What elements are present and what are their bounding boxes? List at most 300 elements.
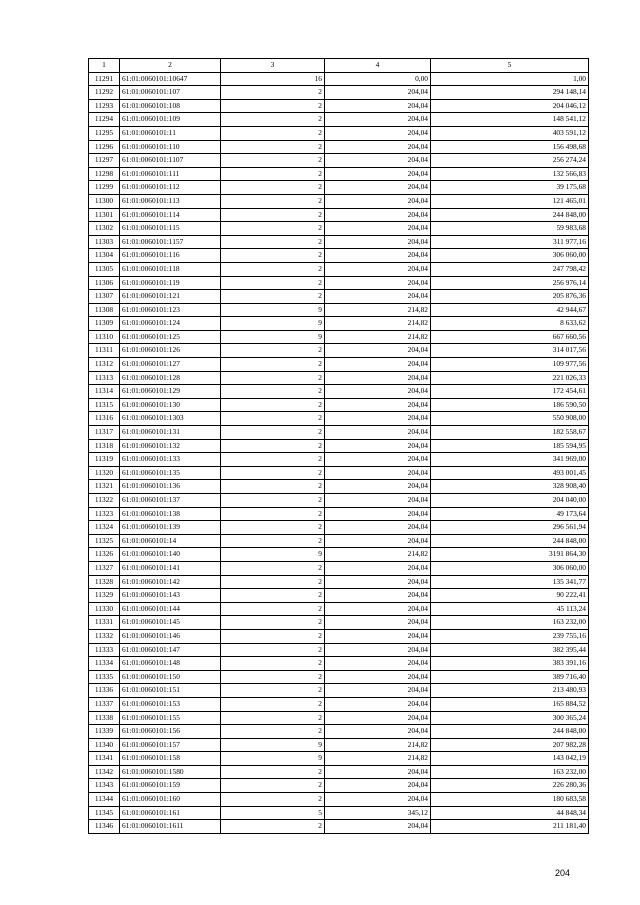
specific-value-cell: 204,04: [325, 589, 431, 603]
row-number-cell: 11321: [89, 480, 120, 494]
table-row: [89, 453, 589, 467]
row-number-cell: 11293: [89, 99, 120, 113]
cadastral-value-cell: 221 026,33: [431, 371, 589, 385]
table-row: [89, 398, 589, 412]
cadastral-value-cell: 382 395,44: [431, 643, 589, 657]
group-cell: 2: [221, 99, 325, 113]
table-row: [89, 181, 589, 195]
row-number-cell: 11341: [89, 752, 120, 766]
table-row: [89, 589, 589, 603]
row-number-cell: 11296: [89, 140, 120, 154]
row-number-cell: 11300: [89, 194, 120, 208]
group-cell: 2: [221, 181, 325, 195]
group-cell: 2: [221, 466, 325, 480]
row-number-cell: 11335: [89, 670, 120, 684]
specific-value-cell: 214,82: [325, 330, 431, 344]
cadastral-number-cell: 61:01:0060101:131: [120, 426, 221, 440]
cadastral-value-cell: 383 391,16: [431, 657, 589, 671]
table-row: [89, 86, 589, 100]
cadastral-value-cell: 3191 864,30: [431, 548, 589, 562]
row-number-cell: 11311: [89, 344, 120, 358]
specific-value-cell: 204,04: [325, 453, 431, 467]
specific-value-cell: 204,04: [325, 793, 431, 807]
specific-value-cell: 204,04: [325, 439, 431, 453]
cadastral-value-cell: 226 280,36: [431, 779, 589, 793]
table-row: [89, 426, 589, 440]
specific-value-cell: 204,04: [325, 126, 431, 140]
cadastral-number-cell: 61:01:0060101:160: [120, 793, 221, 807]
page-number: 204: [555, 868, 571, 878]
row-number-cell: 11328: [89, 575, 120, 589]
table-row: [89, 317, 589, 331]
specific-value-cell: 214,82: [325, 752, 431, 766]
table-row: [89, 521, 589, 535]
cadastral-number-cell: 61:01:0060101:129: [120, 385, 221, 399]
group-cell: 2: [221, 262, 325, 276]
cadastral-value-cell: 205 876,36: [431, 290, 589, 304]
cadastral-number-cell: 61:01:0060101:10647: [120, 72, 221, 86]
cadastral-value-cell: 132 566,83: [431, 167, 589, 181]
group-cell: 2: [221, 113, 325, 127]
specific-value-cell: 204,04: [325, 249, 431, 263]
cadastral-number-cell: 61:01:0060101:110: [120, 140, 221, 154]
cadastral-value-cell: 121 465,01: [431, 194, 589, 208]
table-row: [89, 820, 589, 834]
group-cell: 2: [221, 507, 325, 521]
table-row: [89, 358, 589, 372]
cadastral-number-cell: 61:01:0060101:125: [120, 330, 221, 344]
group-cell: 9: [221, 303, 325, 317]
cadastral-value-cell: 49 173,64: [431, 507, 589, 521]
specific-value-cell: 204,04: [325, 561, 431, 575]
cadastral-number-cell: 61:01:0060101:153: [120, 697, 221, 711]
row-number-cell: 11305: [89, 262, 120, 276]
table-row: [89, 507, 589, 521]
group-cell: 2: [221, 643, 325, 657]
cadastral-number-cell: 61:01:0060101:144: [120, 602, 221, 616]
column-header-4: 4: [325, 59, 431, 73]
cadastral-number-cell: 61:01:0060101:115: [120, 222, 221, 236]
specific-value-cell: 204,04: [325, 113, 431, 127]
table-row: [89, 765, 589, 779]
cadastral-value-cell: 59 983,68: [431, 222, 589, 236]
cadastral-number-cell: 61:01:0060101:159: [120, 779, 221, 793]
table-row: [89, 466, 589, 480]
specific-value-cell: 204,04: [325, 208, 431, 222]
cadastral-number-cell: 61:01:0060101:158: [120, 752, 221, 766]
table-row: [89, 534, 589, 548]
specific-value-cell: 204,04: [325, 222, 431, 236]
specific-value-cell: 204,04: [325, 779, 431, 793]
row-number-cell: 11318: [89, 439, 120, 453]
row-number-cell: 11330: [89, 602, 120, 616]
cadastral-number-cell: 61:01:0060101:126: [120, 344, 221, 358]
group-cell: 2: [221, 154, 325, 168]
cadastral-value-cell: 403 591,12: [431, 126, 589, 140]
table-row: [89, 330, 589, 344]
row-number-cell: 11308: [89, 303, 120, 317]
cadastral-value-cell: 148 541,12: [431, 113, 589, 127]
cadastral-value-cell: 328 908,40: [431, 480, 589, 494]
specific-value-cell: 204,04: [325, 534, 431, 548]
specific-value-cell: 204,04: [325, 290, 431, 304]
row-number-cell: 11319: [89, 453, 120, 467]
table-row: [89, 262, 589, 276]
cadastral-value-cell: 1,00: [431, 72, 589, 86]
row-number-cell: 11324: [89, 521, 120, 535]
cadastral-number-cell: 61:01:0060101:157: [120, 738, 221, 752]
row-number-cell: 11291: [89, 72, 120, 86]
cadastral-number-cell: 61:01:0060101:11: [120, 126, 221, 140]
cadastral-value-cell: 207 982,28: [431, 738, 589, 752]
table-row: [89, 235, 589, 249]
specific-value-cell: 204,04: [325, 235, 431, 249]
cadastral-value-cell: 156 498,68: [431, 140, 589, 154]
group-cell: 2: [221, 140, 325, 154]
group-cell: 5: [221, 806, 325, 820]
cadastral-value-cell: 44 848,34: [431, 806, 589, 820]
table-row: [89, 711, 589, 725]
cadastral-value-cell: 90 222,41: [431, 589, 589, 603]
group-cell: 2: [221, 412, 325, 426]
specific-value-cell: 204,04: [325, 398, 431, 412]
row-number-cell: 11345: [89, 806, 120, 820]
cadastral-value-cell: 667 660,56: [431, 330, 589, 344]
cadastral-value-cell: 244 848,00: [431, 208, 589, 222]
group-cell: 2: [221, 521, 325, 535]
cadastral-number-cell: 61:01:0060101:132: [120, 439, 221, 453]
specific-value-cell: 204,04: [325, 262, 431, 276]
specific-value-cell: 204,04: [325, 140, 431, 154]
table-row: [89, 793, 589, 807]
cadastral-value-cell: 204 040,00: [431, 494, 589, 508]
row-number-cell: 11339: [89, 725, 120, 739]
cadastral-number-cell: 61:01:0060101:139: [120, 521, 221, 535]
row-number-cell: 11325: [89, 534, 120, 548]
specific-value-cell: 204,04: [325, 616, 431, 630]
specific-value-cell: 204,04: [325, 602, 431, 616]
row-number-cell: 11297: [89, 154, 120, 168]
specific-value-cell: 204,04: [325, 426, 431, 440]
table-body: [89, 72, 589, 833]
table-row: [89, 684, 589, 698]
row-number-cell: 11334: [89, 657, 120, 671]
row-number-cell: 11329: [89, 589, 120, 603]
table-row: [89, 72, 589, 86]
row-number-cell: 11333: [89, 643, 120, 657]
cadastral-number-cell: 61:01:0060101:123: [120, 303, 221, 317]
cadastral-number-cell: 61:01:0060101:147: [120, 643, 221, 657]
cadastral-number-cell: 61:01:0060101:143: [120, 589, 221, 603]
row-number-cell: 11298: [89, 167, 120, 181]
group-cell: 2: [221, 820, 325, 834]
cadastral-number-cell: 61:01:0060101:155: [120, 711, 221, 725]
cadastral-number-cell: 61:01:0060101:124: [120, 317, 221, 331]
cadastral-number-cell: 61:01:0060101:127: [120, 358, 221, 372]
row-number-cell: 11299: [89, 181, 120, 195]
specific-value-cell: 204,04: [325, 711, 431, 725]
cadastral-number-cell: 61:01:0060101:136: [120, 480, 221, 494]
table-row: [89, 697, 589, 711]
row-number-cell: 11313: [89, 371, 120, 385]
group-cell: 9: [221, 548, 325, 562]
cadastral-value-cell: 172 454,61: [431, 385, 589, 399]
specific-value-cell: 204,04: [325, 466, 431, 480]
specific-value-cell: 204,04: [325, 86, 431, 100]
row-number-cell: 11315: [89, 398, 120, 412]
cadastral-value-table-container: [88, 58, 588, 834]
cadastral-number-cell: 61:01:0060101:148: [120, 657, 221, 671]
table-row: [89, 602, 589, 616]
specific-value-cell: 204,04: [325, 575, 431, 589]
cadastral-value-cell: 163 232,00: [431, 765, 589, 779]
row-number-cell: 11343: [89, 779, 120, 793]
group-cell: 2: [221, 439, 325, 453]
row-number-cell: 11322: [89, 494, 120, 508]
specific-value-cell: 204,04: [325, 521, 431, 535]
specific-value-cell: 214,82: [325, 548, 431, 562]
cadastral-value-cell: 45 113,24: [431, 602, 589, 616]
specific-value-cell: 345,12: [325, 806, 431, 820]
cadastral-value-cell: 341 969,00: [431, 453, 589, 467]
cadastral-number-cell: 61:01:0060101:1303: [120, 412, 221, 426]
specific-value-cell: 204,04: [325, 480, 431, 494]
table-row: [89, 140, 589, 154]
cadastral-number-cell: 61:01:0060101:111: [120, 167, 221, 181]
group-cell: 2: [221, 290, 325, 304]
cadastral-number-cell: 61:01:0060101:119: [120, 276, 221, 290]
cadastral-value-cell: 311 977,16: [431, 235, 589, 249]
table-row: [89, 208, 589, 222]
group-cell: 2: [221, 575, 325, 589]
table-row: [89, 290, 589, 304]
cadastral-number-cell: 61:01:0060101:128: [120, 371, 221, 385]
specific-value-cell: 204,04: [325, 344, 431, 358]
table-row: [89, 616, 589, 630]
cadastral-value-cell: 300 365,24: [431, 711, 589, 725]
cadastral-number-cell: 61:01:0060101:140: [120, 548, 221, 562]
cadastral-number-cell: 61:01:0060101:133: [120, 453, 221, 467]
table-row: [89, 439, 589, 453]
cadastral-value-cell: 135 341,77: [431, 575, 589, 589]
cadastral-value-cell: 493 001,45: [431, 466, 589, 480]
row-number-cell: 11338: [89, 711, 120, 725]
group-cell: 2: [221, 371, 325, 385]
row-number-cell: 11327: [89, 561, 120, 575]
specific-value-cell: 214,82: [325, 303, 431, 317]
cadastral-number-cell: 61:01:0060101:118: [120, 262, 221, 276]
cadastral-number-cell: 61:01:0060101:142: [120, 575, 221, 589]
group-cell: 9: [221, 330, 325, 344]
cadastral-value-cell: 180 683,58: [431, 793, 589, 807]
specific-value-cell: 204,04: [325, 154, 431, 168]
table-row: [89, 412, 589, 426]
cadastral-value-cell: 550 908,00: [431, 412, 589, 426]
column-header-3: 3: [221, 59, 325, 73]
group-cell: 2: [221, 480, 325, 494]
row-number-cell: 11340: [89, 738, 120, 752]
table-row: [89, 752, 589, 766]
row-number-cell: 11312: [89, 358, 120, 372]
table-row: [89, 575, 589, 589]
specific-value-cell: 204,04: [325, 371, 431, 385]
cadastral-value-cell: 247 798,42: [431, 262, 589, 276]
table-header-row: [89, 59, 589, 73]
cadastral-value-cell: 389 716,40: [431, 670, 589, 684]
group-cell: 2: [221, 276, 325, 290]
row-number-cell: 11294: [89, 113, 120, 127]
row-number-cell: 11292: [89, 86, 120, 100]
cadastral-number-cell: 61:01:0060101:1157: [120, 235, 221, 249]
cadastral-value-cell: 163 232,00: [431, 616, 589, 630]
cadastral-value-cell: 306 060,00: [431, 561, 589, 575]
group-cell: 2: [221, 793, 325, 807]
row-number-cell: 11316: [89, 412, 120, 426]
group-cell: 2: [221, 616, 325, 630]
cadastral-value-cell: 109 977,56: [431, 358, 589, 372]
cadastral-value-cell: 213 480,93: [431, 684, 589, 698]
table-row: [89, 303, 589, 317]
cadastral-value-cell: 204 046,12: [431, 99, 589, 113]
group-cell: 9: [221, 738, 325, 752]
group-cell: 2: [221, 358, 325, 372]
cadastral-number-cell: 61:01:0060101:109: [120, 113, 221, 127]
column-header-5: 5: [431, 59, 589, 73]
specific-value-cell: 204,04: [325, 725, 431, 739]
table-row: [89, 548, 589, 562]
row-number-cell: 11314: [89, 385, 120, 399]
group-cell: 2: [221, 711, 325, 725]
row-number-cell: 11331: [89, 616, 120, 630]
cadastral-value-cell: 39 175,68: [431, 181, 589, 195]
group-cell: 2: [221, 126, 325, 140]
cadastral-value-cell: 186 590,50: [431, 398, 589, 412]
table-row: [89, 276, 589, 290]
cadastral-number-cell: 61:01:0060101:135: [120, 466, 221, 480]
group-cell: 2: [221, 725, 325, 739]
table-row: [89, 126, 589, 140]
group-cell: 2: [221, 697, 325, 711]
specific-value-cell: 204,04: [325, 385, 431, 399]
group-cell: 2: [221, 534, 325, 548]
table-row: [89, 249, 589, 263]
row-number-cell: 11332: [89, 629, 120, 643]
specific-value-cell: 204,04: [325, 358, 431, 372]
specific-value-cell: 204,04: [325, 657, 431, 671]
group-cell: 2: [221, 167, 325, 181]
table-row: [89, 371, 589, 385]
column-header-1: 1: [89, 59, 120, 73]
cadastral-value-cell: 314 017,56: [431, 344, 589, 358]
specific-value-cell: 0,00: [325, 72, 431, 86]
cadastral-number-cell: 61:01:0060101:108: [120, 99, 221, 113]
table-row: [89, 480, 589, 494]
group-cell: 16: [221, 72, 325, 86]
cadastral-value-cell: 256 976,14: [431, 276, 589, 290]
cadastral-number-cell: 61:01:0060101:1611: [120, 820, 221, 834]
cadastral-number-cell: 61:01:0060101:1107: [120, 154, 221, 168]
group-cell: 2: [221, 602, 325, 616]
cadastral-value-cell: 143 042,19: [431, 752, 589, 766]
group-cell: 2: [221, 235, 325, 249]
cadastral-number-cell: 61:01:0060101:14: [120, 534, 221, 548]
cadastral-number-cell: 61:01:0060101:146: [120, 629, 221, 643]
row-number-cell: 11302: [89, 222, 120, 236]
group-cell: 2: [221, 657, 325, 671]
table-row: [89, 194, 589, 208]
table-row: [89, 738, 589, 752]
group-cell: 2: [221, 426, 325, 440]
cadastral-number-cell: 61:01:0060101:112: [120, 181, 221, 195]
group-cell: 2: [221, 86, 325, 100]
row-number-cell: 11344: [89, 793, 120, 807]
specific-value-cell: 204,04: [325, 643, 431, 657]
group-cell: 2: [221, 765, 325, 779]
row-number-cell: 11317: [89, 426, 120, 440]
cadastral-number-cell: 61:01:0060101:121: [120, 290, 221, 304]
cadastral-number-cell: 61:01:0060101:137: [120, 494, 221, 508]
group-cell: 9: [221, 752, 325, 766]
group-cell: 2: [221, 684, 325, 698]
cadastral-number-cell: 61:01:0060101:145: [120, 616, 221, 630]
row-number-cell: 11304: [89, 249, 120, 263]
group-cell: 2: [221, 194, 325, 208]
row-number-cell: 11323: [89, 507, 120, 521]
specific-value-cell: 204,04: [325, 276, 431, 290]
group-cell: 2: [221, 208, 325, 222]
row-number-cell: 11342: [89, 765, 120, 779]
table-row: [89, 643, 589, 657]
cadastral-value-table: [88, 58, 589, 834]
specific-value-cell: 214,82: [325, 738, 431, 752]
specific-value-cell: 204,04: [325, 765, 431, 779]
row-number-cell: 11301: [89, 208, 120, 222]
group-cell: 2: [221, 589, 325, 603]
specific-value-cell: 204,04: [325, 670, 431, 684]
table-row: [89, 561, 589, 575]
group-cell: 2: [221, 222, 325, 236]
table-row: [89, 222, 589, 236]
specific-value-cell: 204,04: [325, 99, 431, 113]
group-cell: 9: [221, 317, 325, 331]
specific-value-cell: 204,04: [325, 494, 431, 508]
cadastral-number-cell: 61:01:0060101:161: [120, 806, 221, 820]
row-number-cell: 11346: [89, 820, 120, 834]
cadastral-number-cell: 61:01:0060101:113: [120, 194, 221, 208]
table-row: [89, 494, 589, 508]
table-row: [89, 154, 589, 168]
cadastral-number-cell: 61:01:0060101:150: [120, 670, 221, 684]
table-row: [89, 779, 589, 793]
cadastral-value-cell: 185 594,95: [431, 439, 589, 453]
table-row: [89, 344, 589, 358]
table-row: [89, 113, 589, 127]
row-number-cell: 11336: [89, 684, 120, 698]
group-cell: 2: [221, 385, 325, 399]
column-header-2: 2: [120, 59, 221, 73]
cadastral-value-cell: 244 848,00: [431, 725, 589, 739]
specific-value-cell: 204,04: [325, 194, 431, 208]
specific-value-cell: 204,04: [325, 697, 431, 711]
group-cell: 2: [221, 344, 325, 358]
cadastral-value-cell: 239 755,16: [431, 629, 589, 643]
table-row: [89, 657, 589, 671]
cadastral-value-cell: 306 060,00: [431, 249, 589, 263]
cadastral-number-cell: 61:01:0060101:107: [120, 86, 221, 100]
row-number-cell: 11306: [89, 276, 120, 290]
specific-value-cell: 204,04: [325, 629, 431, 643]
group-cell: 2: [221, 629, 325, 643]
